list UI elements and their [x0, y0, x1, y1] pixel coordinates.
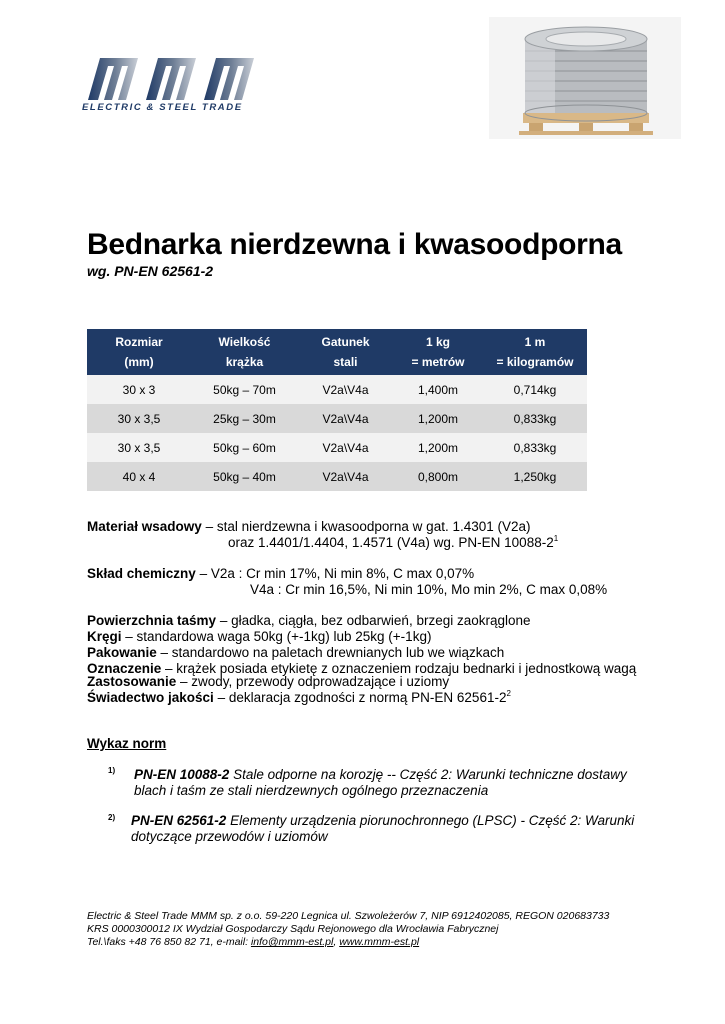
prop-certificate [87, 690, 511, 706]
footer-separator: , [333, 936, 340, 948]
material-line-1 [87, 519, 531, 535]
chemistry-text-2: V4a : Cr min 16,5%, Ni min 10%, Mo min 2%, C max 0,08% [250, 582, 608, 597]
table-row [87, 404, 587, 433]
cell-coil: 50kg – 60m [191, 433, 298, 462]
norms-heading: Wykaz norm [87, 736, 167, 751]
prop-text: – standardowa waga 50kg (+-1kg) lub 25kg (+-1kg) [121, 629, 432, 644]
prop-text: – deklaracja zgodności z normą PN-EN 62561-2 [213, 690, 507, 705]
cell-grade: V2a\V4a [298, 404, 393, 433]
cell-kg: 0,833kg [483, 433, 587, 462]
prop-coils [87, 629, 431, 645]
header-coil-weight: Wielkość krążka [191, 329, 298, 375]
cell-kg: 0,833kg [483, 404, 587, 433]
footer-line-1: Electric & Steel Trade MMM sp. z o.o. 59-220 Legnica ul. Szwoleżerów 7, NIP 6912402085, REGON 020683733 [87, 910, 610, 922]
cell-meters: 0,800m [393, 462, 483, 491]
cell-meters: 1,200m [393, 433, 483, 462]
norm-1-code: PN-EN 10088-2 [134, 767, 230, 782]
table-header-row [87, 329, 587, 375]
cell-kg: 0,714kg [483, 375, 587, 404]
spec-table [87, 329, 587, 491]
header-meters-per-kg: 1 kg = metrów [393, 329, 483, 375]
cell-size: 30 x 3,5 [87, 404, 191, 433]
material-text-2: oraz 1.4401/1.4404, 1.4571 (V4a) wg. PN-EN 10088-2 [228, 535, 554, 550]
mmm-logo-mark [80, 52, 270, 102]
logo-tagline: ELECTRIC & STEEL TRADE [82, 102, 243, 113]
norm-2-line-2: dotyczące przewodów i uziomów [131, 829, 328, 844]
norm-2-code: PN-EN 62561-2 [131, 813, 227, 828]
norm-1-line-2: blach i taśm ze stali nierdzewnych ogólnego przeznaczenia [134, 783, 489, 798]
chemistry-text-1: – V2a : Cr min 17%, Ni min 8%, C max 0,07% [199, 566, 475, 581]
footer-line-3 [87, 936, 609, 949]
chemistry-label: Skład chemiczny [87, 566, 196, 581]
cell-meters: 1,400m [393, 375, 483, 404]
chemistry-line-1 [87, 566, 474, 582]
prop-label: Oznaczenie [87, 661, 162, 676]
header-size: Rozmiar (mm) [87, 329, 191, 375]
prop-text: – krążek posiada etykietę z oznaczeniem rodzaju bednarki i jednostkową wagą [161, 661, 637, 676]
norm-1-text-1: Stale odporne na korozję -- Część 2: Warunki techniczne dostawy [229, 767, 627, 782]
prop-packaging [87, 645, 504, 661]
chemistry-line-2 [250, 582, 607, 598]
norm-2-line-1 [131, 813, 634, 829]
prop-label: Powierzchnia taśmy [87, 613, 217, 628]
material-text-1: – stal nierdzewna i kwasoodporna w gat. 1.4301 (V2a) [205, 519, 531, 534]
prop-application [87, 674, 449, 690]
norm-2-text-1: Elementy urządzenia piorunochronnego (LPSC) - Część 2: Warunki [226, 813, 635, 828]
company-logo [80, 52, 270, 122]
cell-kg: 1,250kg [483, 462, 587, 491]
norm-1-mark: 1) [108, 766, 116, 775]
cell-grade: V2a\V4a [298, 375, 393, 404]
prop-text: – zwody, przewody odprowadzające i uziomy [176, 674, 450, 689]
prop-text: – gładka, ciągła, bez odbarwień, brzegi zaokrąglone [216, 613, 531, 628]
certificate-footnote-ref: 2 [506, 688, 511, 698]
cell-grade: V2a\V4a [298, 433, 393, 462]
prop-label: Pakowanie [87, 645, 157, 660]
cell-coil: 50kg – 70m [191, 375, 298, 404]
material-line-2 [228, 535, 558, 551]
cell-meters: 1,200m [393, 404, 483, 433]
cell-size: 30 x 3,5 [87, 433, 191, 462]
table-row [87, 375, 587, 404]
norm-1-line-1 [134, 767, 627, 783]
table-row [87, 433, 587, 462]
footer-phone: Tel.\faks +48 76 850 82 71, e-mail: [87, 936, 251, 948]
prop-label: Kręgi [87, 629, 122, 644]
prop-label: Zastosowanie [87, 674, 177, 689]
cell-grade: V2a\V4a [298, 462, 393, 491]
cell-coil: 50kg – 40m [191, 462, 298, 491]
footer-line-2: KRS 0000300012 IX Wydział Gospodarczy Sądu Rejonowego dla Wrocławia Fabrycznej [87, 923, 499, 935]
table-row [87, 462, 587, 491]
company-footer [87, 910, 609, 949]
norm-2-mark: 2) [108, 813, 116, 822]
page-title: Bednarka nierdzewna i kwasoodporna [87, 228, 622, 261]
prop-label: Świadectwo jakości [87, 690, 214, 705]
website-link[interactable]: www.mmm-est.pl [339, 936, 420, 948]
cell-size: 40 x 4 [87, 462, 191, 491]
header-kg-per-meter: 1 m = kilogramów [483, 329, 587, 375]
cell-coil: 25kg – 30m [191, 404, 298, 433]
header-steel-grade: Gatunek stali [298, 329, 393, 375]
email-link[interactable]: info@mmm-est.pl [250, 936, 334, 948]
coil-photo [489, 17, 681, 139]
standard-subtitle: wg. PN-EN 62561-2 [87, 263, 214, 279]
material-footnote-ref: 1 [553, 533, 559, 543]
material-label: Materiał wsadowy [87, 519, 202, 534]
prop-text: – standardowo na paletach drewnianych lub we wiązkach [156, 645, 505, 660]
cell-size: 30 x 3 [87, 375, 191, 404]
prop-surface [87, 613, 531, 629]
